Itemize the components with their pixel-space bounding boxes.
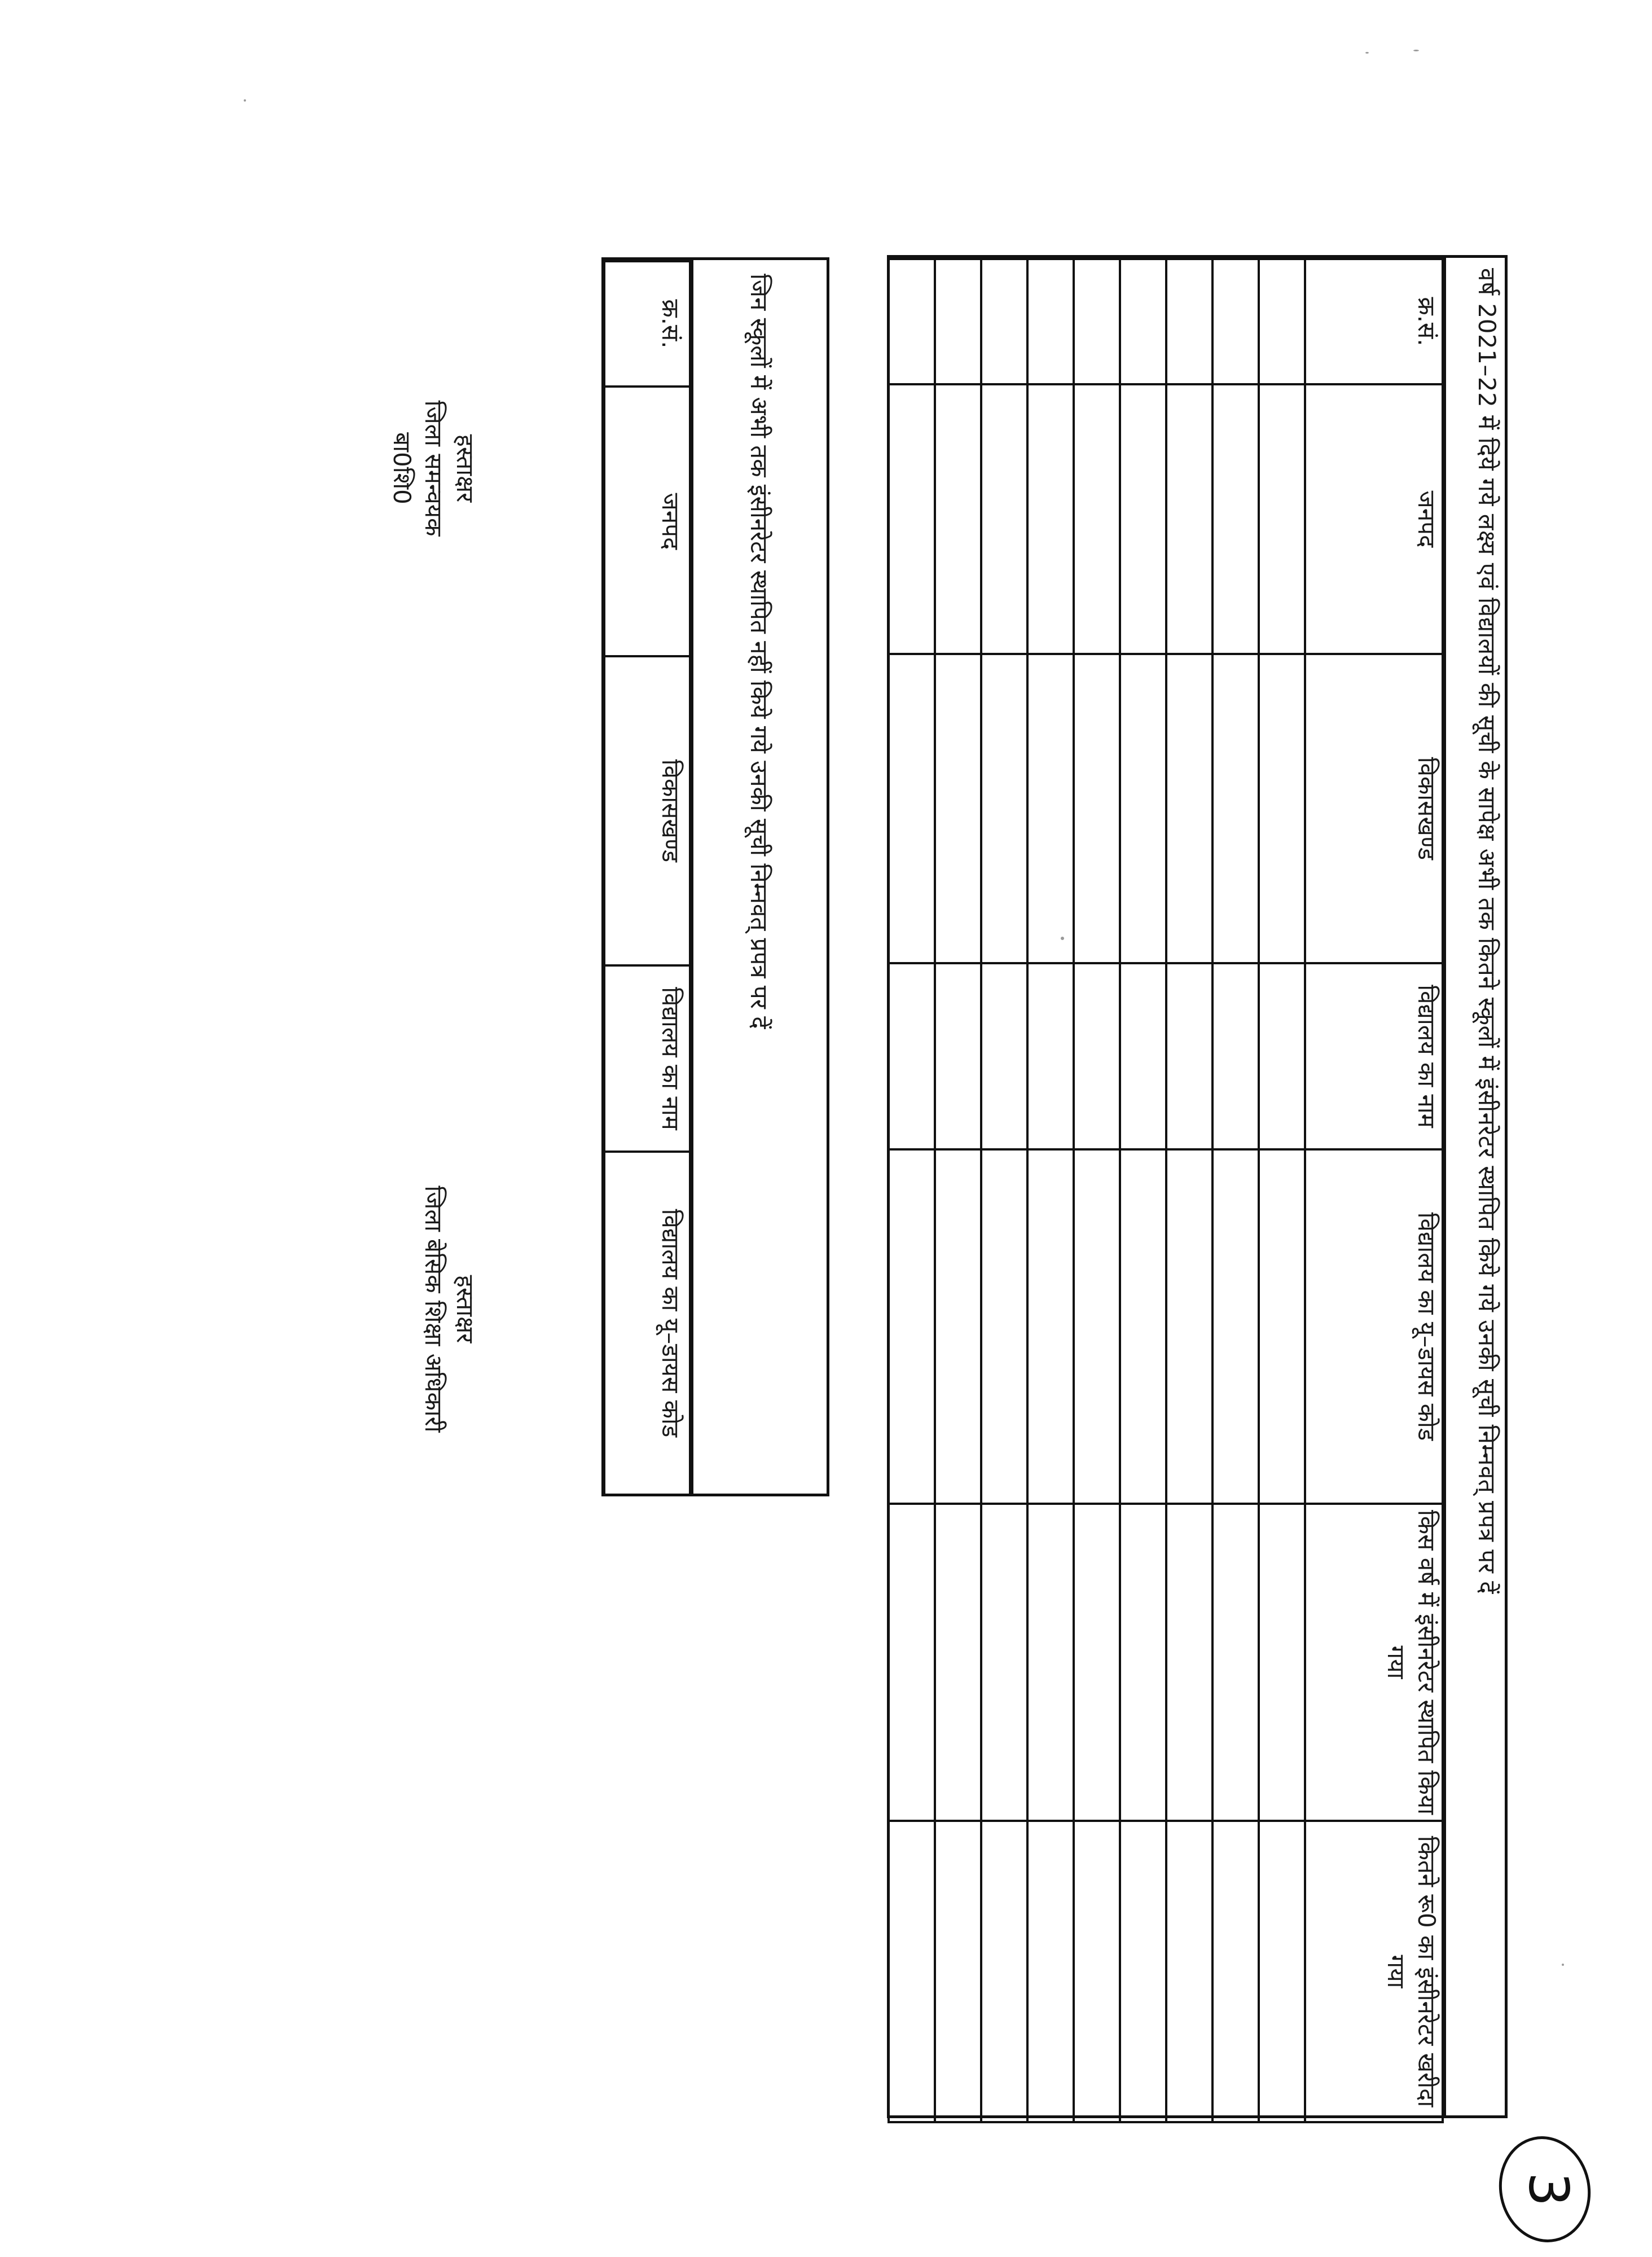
table-cell[interactable] bbox=[1212, 1504, 1259, 1821]
table-cell[interactable] bbox=[1212, 654, 1259, 963]
table-cell[interactable] bbox=[889, 654, 935, 963]
table1-title: वर्ष 2021–22 में दिये गये लक्ष्य एवं विद्यालयों की सूची के सापेक्ष अभी तक कितने स्कूलों में इंसीनरेटर स्थापित किये गये उनकी सूची निम्नवत् प्रपत्र पर दें bbox=[1444, 258, 1505, 2115]
table-cell[interactable] bbox=[1120, 1504, 1166, 1821]
table-cell[interactable] bbox=[1166, 1821, 1212, 2122]
table2-header-row bbox=[604, 261, 690, 1495]
signature-designation: जिला समन्वयक बा0शि0 bbox=[388, 400, 447, 537]
table-cell[interactable] bbox=[1166, 1504, 1212, 1821]
table-cell[interactable] bbox=[1027, 1149, 1074, 1504]
table-cell[interactable] bbox=[1120, 963, 1166, 1149]
table-row bbox=[1120, 259, 1166, 2122]
table1-header-district: जनपद bbox=[1305, 384, 1443, 654]
table-cell[interactable] bbox=[1027, 654, 1074, 963]
table-cell[interactable] bbox=[1212, 963, 1259, 1149]
table-row bbox=[1027, 259, 1074, 2122]
table-row bbox=[1166, 259, 1212, 2122]
table-cell[interactable] bbox=[1259, 1149, 1305, 1504]
table-cell[interactable] bbox=[981, 654, 1027, 963]
table-cell[interactable] bbox=[935, 1504, 981, 1821]
table-cell[interactable] bbox=[935, 1821, 981, 2122]
table-cell[interactable] bbox=[889, 384, 935, 654]
table1-header-block: विकासखण्ड bbox=[1305, 654, 1443, 963]
signature-block-coordinator bbox=[386, 361, 481, 576]
table-cell[interactable] bbox=[1120, 384, 1166, 654]
table-cell[interactable] bbox=[1074, 1149, 1120, 1504]
table2-header-school-name: विद्यालय का नाम bbox=[604, 965, 690, 1152]
table-cell[interactable] bbox=[935, 654, 981, 963]
signature-block-bsa bbox=[418, 1134, 481, 1484]
table-cell[interactable] bbox=[1166, 1149, 1212, 1504]
table2-header-block: विकासखण्ड bbox=[604, 656, 690, 965]
table-cell[interactable] bbox=[1027, 1504, 1074, 1821]
table-cell[interactable] bbox=[1212, 259, 1259, 384]
table-cell[interactable] bbox=[1259, 963, 1305, 1149]
table-cell[interactable] bbox=[1074, 1504, 1120, 1821]
table-row bbox=[1074, 259, 1120, 2122]
table-cell[interactable] bbox=[1166, 259, 1212, 384]
table-cell[interactable] bbox=[1259, 384, 1305, 654]
installed-incinerators-table bbox=[887, 255, 1508, 2118]
table-cell[interactable] bbox=[1027, 963, 1074, 1149]
table1-header-school-name: विद्यालय का नाम bbox=[1305, 963, 1443, 1149]
table-cell[interactable] bbox=[1074, 963, 1120, 1149]
table-cell[interactable] bbox=[981, 1821, 1027, 2122]
table-cell[interactable] bbox=[1074, 384, 1120, 654]
table-cell[interactable] bbox=[981, 384, 1027, 654]
table-cell[interactable] bbox=[889, 963, 935, 1149]
table-cell[interactable] bbox=[981, 963, 1027, 1149]
table-cell[interactable] bbox=[935, 384, 981, 654]
table-cell[interactable] bbox=[935, 1149, 981, 1504]
table-cell[interactable] bbox=[1259, 1504, 1305, 1821]
table-cell[interactable] bbox=[981, 1504, 1027, 1821]
table-cell[interactable] bbox=[1120, 259, 1166, 384]
table1-header-udise-code: विद्यालय का यू–डायस कोड bbox=[1305, 1149, 1443, 1504]
page-number-mark bbox=[1494, 2133, 1596, 2246]
table-cell[interactable] bbox=[1259, 654, 1305, 963]
table1-header-serial: क्र.सं. bbox=[1305, 259, 1443, 384]
table-cell[interactable] bbox=[1120, 654, 1166, 963]
table-cell[interactable] bbox=[935, 259, 981, 384]
not-installed-schools-table bbox=[601, 257, 829, 1496]
table1-header-row bbox=[1305, 259, 1443, 2122]
table-cell[interactable] bbox=[1166, 963, 1212, 1149]
table-cell[interactable] bbox=[981, 259, 1027, 384]
table-cell[interactable] bbox=[1212, 384, 1259, 654]
table-cell[interactable] bbox=[889, 259, 935, 384]
signature-label: हस्ताक्षर bbox=[451, 1275, 479, 1343]
table-cell[interactable] bbox=[981, 1149, 1027, 1504]
table-cell[interactable] bbox=[1166, 654, 1212, 963]
table-cell[interactable] bbox=[1074, 654, 1120, 963]
table1-header-cost: कितने रू0 का इंसीनरेटर खरीदा गया bbox=[1305, 1821, 1443, 2122]
table-cell[interactable] bbox=[935, 963, 981, 1149]
table-cell[interactable] bbox=[1259, 259, 1305, 384]
table-row bbox=[1212, 259, 1259, 2122]
table-cell[interactable] bbox=[1166, 384, 1212, 654]
table-cell[interactable] bbox=[1074, 259, 1120, 384]
table-cell[interactable] bbox=[1120, 1821, 1166, 2122]
table-cell[interactable] bbox=[889, 1821, 935, 2122]
table-row bbox=[935, 259, 981, 2122]
table1-header-install-year: किस वर्ष में इंसीनरेटर स्थापित किया गया bbox=[1305, 1504, 1443, 1821]
table2-header-serial: क्र.सं. bbox=[604, 261, 690, 387]
table2-title: जिन स्कूलों में अभी तक इंसीनरेटर स्थापित नहीं किये गये उनकी सूची निम्नवत् प्रपत्र पर दें bbox=[691, 260, 827, 1494]
table-cell[interactable] bbox=[1212, 1149, 1259, 1504]
table2-header-district: जनपद bbox=[604, 387, 690, 656]
table-cell[interactable] bbox=[1212, 1821, 1259, 2122]
page-number-text: 3 bbox=[1517, 2172, 1580, 2207]
signature-label: हस्ताक्षर bbox=[451, 434, 479, 503]
table-row bbox=[1259, 259, 1305, 2122]
table-row bbox=[981, 259, 1027, 2122]
table-cell[interactable] bbox=[1074, 1821, 1120, 2122]
table-cell[interactable] bbox=[1120, 1149, 1166, 1504]
table2-header-udise-code: विद्यालय का यू–डायस कोड bbox=[604, 1152, 690, 1495]
table-cell[interactable] bbox=[1259, 1821, 1305, 2122]
table-cell[interactable] bbox=[889, 1504, 935, 1821]
table-cell[interactable] bbox=[889, 1149, 935, 1504]
table-cell[interactable] bbox=[1027, 259, 1074, 384]
table-cell[interactable] bbox=[1027, 384, 1074, 654]
table2-grid bbox=[603, 260, 691, 1496]
table-row bbox=[889, 259, 935, 2122]
table1-grid bbox=[887, 258, 1444, 2123]
signature-designation: जिला बेसिक शिक्षा अधिकारी bbox=[420, 1185, 447, 1433]
table-cell[interactable] bbox=[1027, 1821, 1074, 2122]
